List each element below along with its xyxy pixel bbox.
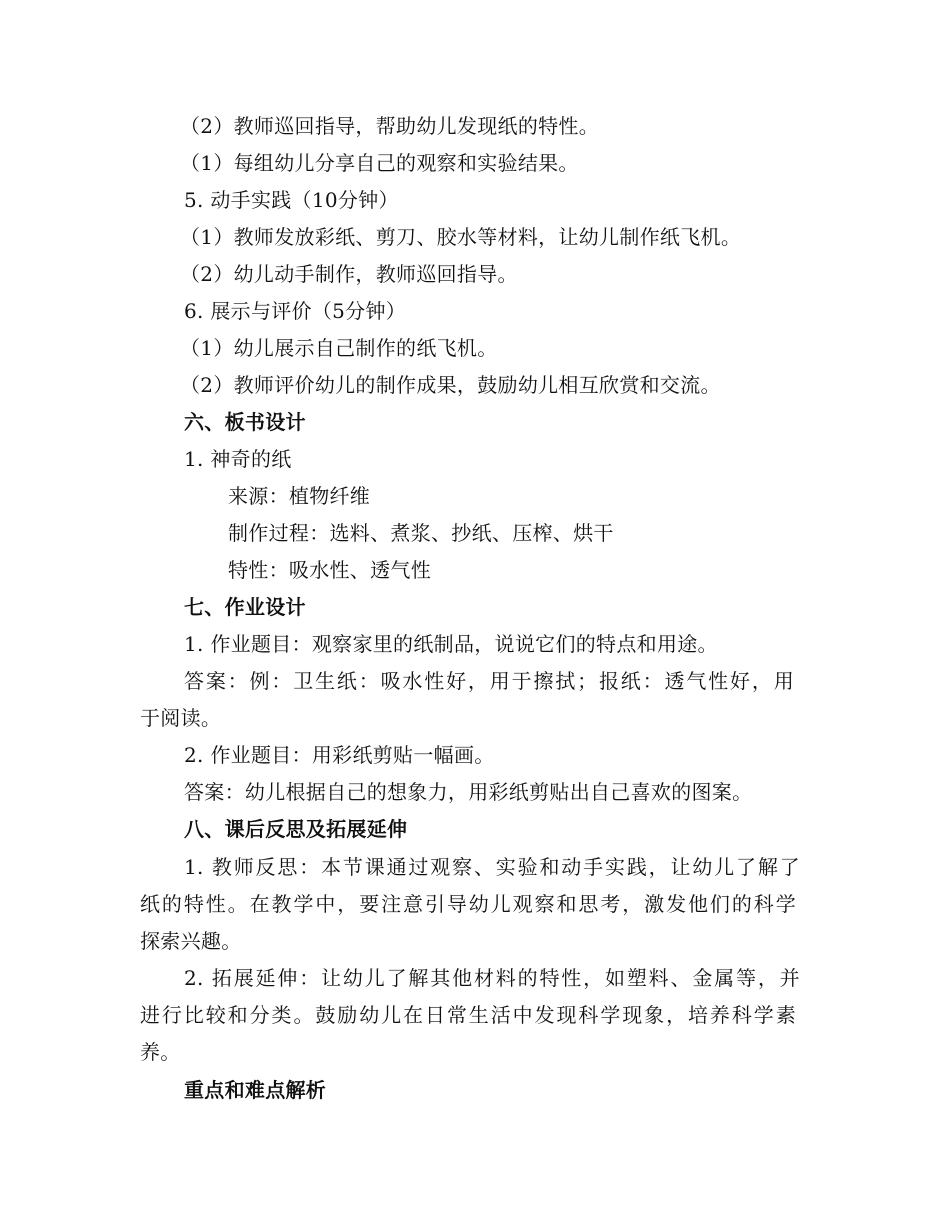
text-line: 1. 作业题目：观察家里的纸制品，说说它们的特点和用途。 [184,632,718,656]
text-line: 纸的特性。在教学中，要注意引导幼儿观察和思考，激发他们的科学 [140,892,796,916]
text-line: （1）幼儿展示自己制作的纸飞机。 [180,336,498,360]
text-line: 2. 作业题目：用彩纸剪贴一幅画。 [184,743,495,767]
text-line: 于阅读。 [140,706,222,730]
board-item: 特性：吸水性、透气性 [228,558,431,582]
list-heading: 1. 神奇的纸 [184,447,292,471]
text-line: 养。 [140,1040,181,1064]
text-line: （1）每组幼儿分享自己的观察和实验结果。 [180,151,579,175]
text-line: 1. 教师反思：本节课通过观察、实验和动手实践，让幼儿了解了 [184,855,800,879]
list-heading: 6. 展示与评价（5分钟） [184,299,407,323]
board-item: 来源：植物纤维 [228,484,371,508]
text-line: 探索兴趣。 [140,929,242,953]
text-line: 2. 拓展延伸：让幼儿了解其他材料的特性，如塑料、金属等，并 [184,966,800,990]
list-heading: 5. 动手实践（10分钟） [184,188,399,212]
section-heading: 七、作业设计 [184,595,306,619]
text-line: （2）教师评价幼儿的制作成果，鼓励幼儿相互欣赏和交流。 [180,373,721,397]
text-line: （1）教师发放彩纸、剪刀、胶水等材料，让幼儿制作纸飞机。 [180,225,742,249]
board-item: 制作过程：选料、煮浆、抄纸、压榨、烘干 [228,521,614,545]
text-line: （2）幼儿动手制作，教师巡回指导。 [180,262,518,286]
text-line: 答案：幼儿根据自己的想象力，用彩纸剪贴出自己喜欢的图案。 [184,780,753,804]
text-line: 进行比较和分类。鼓励幼儿在日常生活中发现科学现象，培养科学素 [140,1003,796,1027]
section-heading: 重点和难点解析 [184,1078,327,1102]
section-heading: 六、板书设计 [184,410,306,434]
text-line: 答案：例：卫生纸：吸水性好，用于擦拭；报纸：透气性好，用 [184,669,794,693]
text-line: （2）教师巡回指导，帮助幼儿发现纸的特性。 [180,114,600,138]
section-heading: 八、课后反思及拓展延伸 [184,817,408,841]
